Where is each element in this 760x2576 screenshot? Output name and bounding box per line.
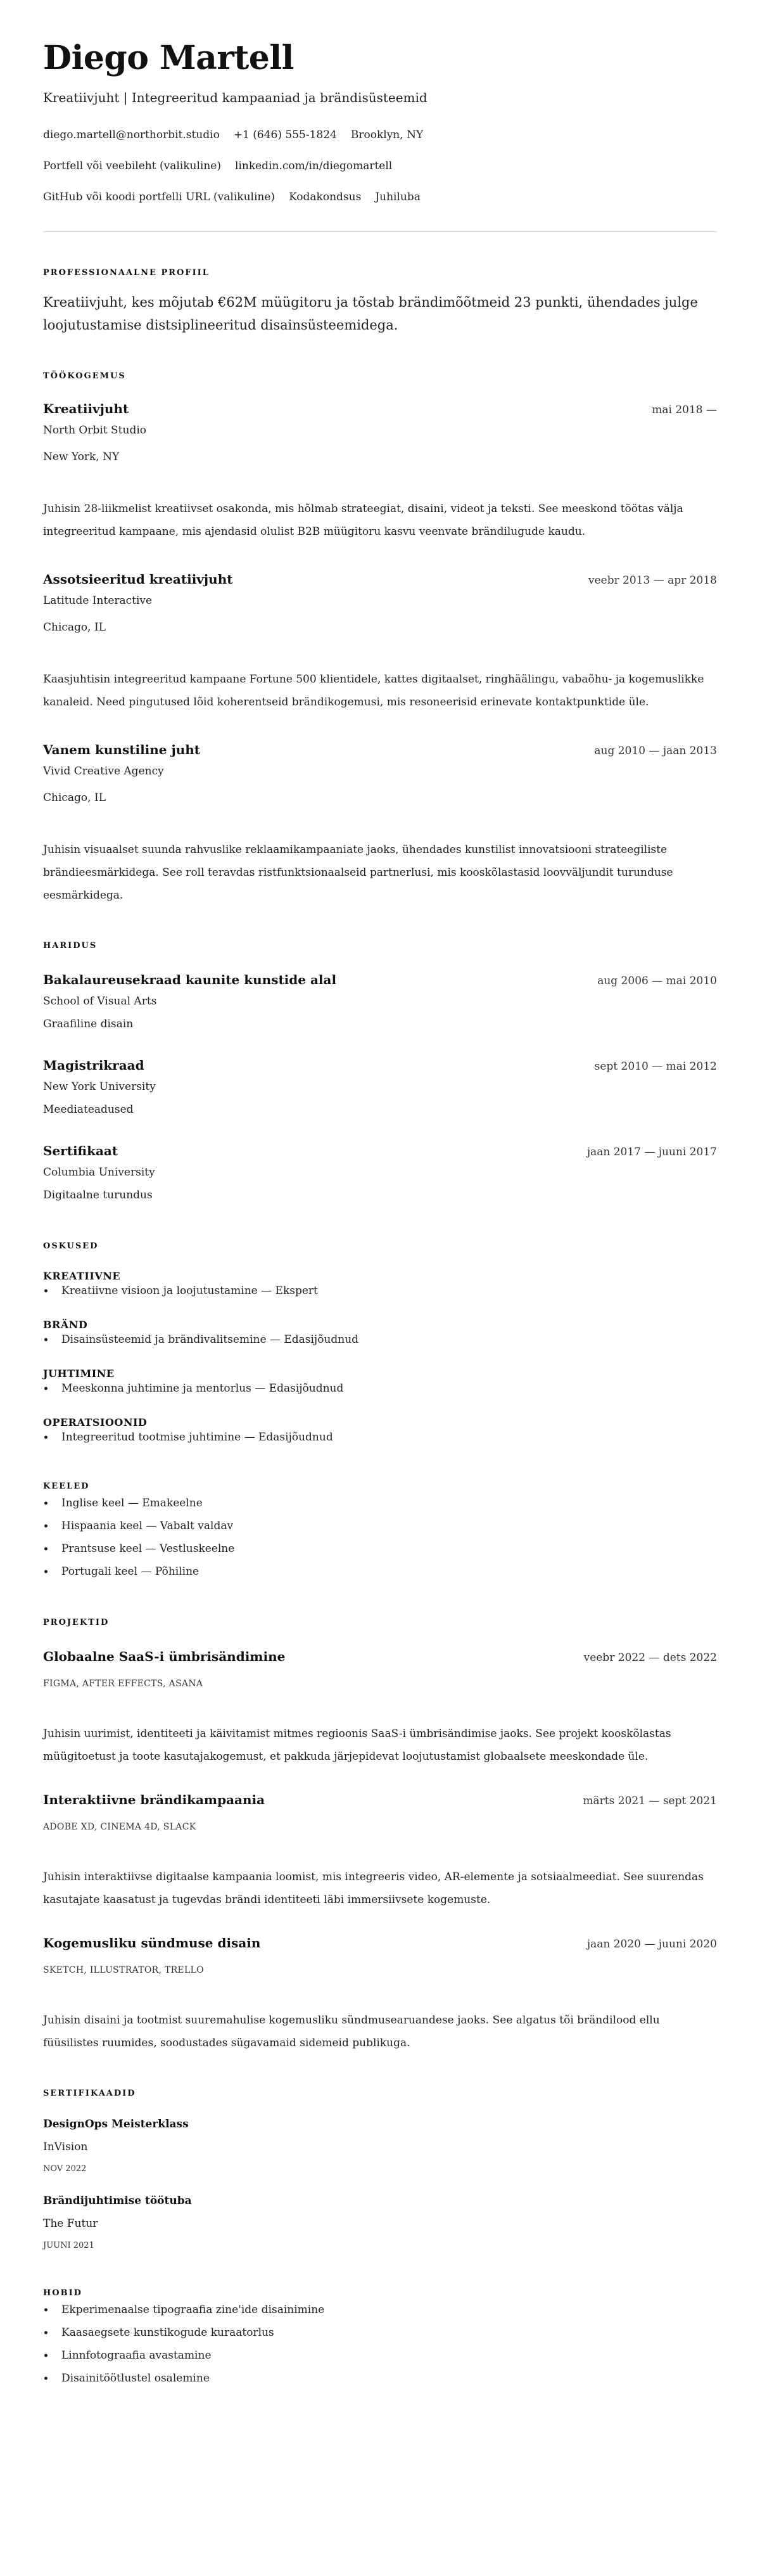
job-title: Vanem kunstiline juht (43, 742, 201, 757)
contact-row-primary (43, 127, 717, 143)
project-dates: veebr 2022 — dets 2022 (583, 1651, 717, 1664)
contact-location: Brooklyn, NY (350, 129, 424, 141)
contact-phone[interactable]: +1 (646) 555-1824 (233, 129, 337, 141)
job-dates: mai 2018 — (652, 404, 717, 416)
school-name: Columbia University (43, 1166, 155, 1179)
school-name: New York University (43, 1080, 156, 1093)
job-entry (43, 400, 717, 543)
project-title: Globaalne SaaS-i ümbrisändimine (43, 1649, 286, 1664)
job-dates: aug 2010 — jaan 2013 (594, 745, 717, 757)
degree-title: Magistrikraad (43, 1058, 144, 1073)
certification-entry (43, 2117, 717, 2175)
certification-issuer: InVision (43, 2141, 88, 2153)
skill-item: Meeskonna juhtimine ja mentorlus — Edasijõudnud (43, 1381, 717, 1396)
education-section (43, 941, 717, 1203)
education-dates: jaan 2017 — juuni 2017 (586, 1146, 717, 1158)
language-item: Inglise keel — Emakeelne (43, 1492, 717, 1515)
contact-row-links (43, 158, 717, 174)
contact-drivers-license: Juhiluba (375, 191, 421, 203)
section-heading: KEELED (43, 1482, 90, 1491)
section-heading: HOBID (43, 2288, 82, 2298)
job-dates: veebr 2013 — apr 2018 (588, 574, 717, 587)
study-field: Meediateadused (43, 1103, 134, 1116)
skill-item: Disainsüsteemid ja brändivalitsemine — Edasijõudnud (43, 1332, 717, 1347)
hobby-list (43, 2298, 717, 2390)
job-description: Kaasjuhtisin integreeritud kampaane Fortune 500 klientidele, kattes digitaalset, ringhäälingu, vabaõhu- ja kogemuslikke kanaleid. Need pingutused lõid koherentseid brändikogemusi, mis resoneerisid erinevate kontaktpunktide üle. (43, 673, 704, 708)
project-title: Interaktiivne brändikampaania (43, 1792, 265, 1807)
section-heading: OSKUSED (43, 1241, 99, 1251)
certification-entry (43, 2193, 717, 2252)
project-entry (43, 1935, 717, 2054)
hobby-item: Disainitöötlustel osalemine (43, 2367, 717, 2390)
education-dates: sept 2010 — mai 2012 (594, 1060, 717, 1073)
skill-list (43, 1381, 717, 1396)
skill-list (43, 1283, 717, 1298)
project-description: Juhisin uurimist, identiteeti ja käivitamist mitmes regioonis SaaS-i ümbrisändimise jaoks. See projekt kooskõlastas müügitoetust ja toote kasutajakogemust, et pakkuda järjepidevat loojutustamist globaalsete meeskondade üle. (43, 1727, 671, 1763)
project-dates: jaan 2020 — juuni 2020 (586, 1938, 717, 1951)
school-name: School of Visual Arts (43, 995, 157, 1008)
degree-title: Sertifikaat (43, 1143, 118, 1158)
resume-header (43, 39, 717, 205)
job-entry (43, 741, 717, 907)
header-divider (43, 231, 717, 232)
study-field: Digitaalne turundus (43, 1189, 153, 1201)
language-item: Portugali keel — Põhiline (43, 1560, 717, 1583)
job-company: North Orbit Studio (43, 424, 147, 437)
contact-row-extra (43, 189, 717, 205)
candidate-headline: Kreatiivjuht | Integreeritud kampaaniad ja brändisüsteemid (43, 90, 428, 105)
project-description: Juhisin interaktiivse digitaalse kampaania loomist, mis integreeris video, AR-elemente ja sotsiaalmeediat. See suurendas kasutajate kaasatust ja tugevdas brändi identiteeti läbi immersiivsete kogemuste. (43, 1871, 704, 1906)
profile-summary: Kreatiivjuht, kes mõjutab €62M müügitoru ja tõstab brändimõõtmeid 23 punkti, ühendades julge loojutustamise distsiplineeritud disainsüsteemidega. (43, 295, 698, 333)
section-heading: PROJEKTID (43, 1618, 110, 1627)
project-title: Kogemusliku sündmuse disain (43, 1935, 261, 1951)
skill-list (43, 1430, 717, 1445)
skill-group-title: BRÄND (43, 1319, 88, 1331)
education-entry (43, 1057, 717, 1117)
job-location: Chicago, IL (43, 621, 106, 634)
skill-group-title: JUHTIMINE (43, 1368, 115, 1380)
education-entry (43, 971, 717, 1032)
job-company: Latitude Interactive (43, 594, 153, 607)
job-location: New York, NY (43, 451, 120, 463)
hobby-item: Kaasaegsete kunstikogude kuraatorlus (43, 2321, 717, 2344)
certification-title: Brändijuhtimise töötuba (43, 2195, 192, 2207)
project-entry (43, 1791, 717, 1911)
hobby-item: Ekperimenaalse tipograafia zine'ide disainimine (43, 2298, 717, 2321)
project-tech: FIGMA, AFTER EFFECTS, ASANA (43, 1679, 203, 1689)
skill-item: Kreatiivne visioon ja loojutustamine — Ekspert (43, 1283, 717, 1298)
certification-issuer: The Futur (43, 2217, 98, 2230)
hobbies-section (43, 2288, 717, 2390)
section-heading: PROFESSIONAALNE PROFIIL (43, 268, 210, 278)
candidate-name: Diego Martell (43, 39, 294, 77)
job-description: Juhisin 28-liikmelist kreatiivset osakonda, mis hõlmab strateegiat, disaini, videot ja teksti. See meeskond töötas välja integreeritud kampaane, mis ajendasid olulist B2B müügitoru kasvu veenvate brändilugude kaudu. (43, 503, 683, 538)
skill-group-title: OPERATSIOONID (43, 1416, 148, 1428)
job-description: Juhisin visuaalset suunda rahvuslike reklaamikampaaniate jaoks, ühendades kunstilist innovatsiooni strateegiliste brändieesmärkidega. See roll teravdas ristfunktsionaalseid partnerlusi, mis kooskõlastasid loovväljundit turunduse eesmärkidega. (43, 843, 673, 902)
skill-item: Integreeritud tootmise juhtimine — Edasijõudnud (43, 1430, 717, 1445)
skills-section (43, 1241, 717, 1445)
contact-email[interactable]: diego.martell@northorbit.studio (43, 129, 220, 141)
contact-portfolio[interactable]: Portfell või veebileht (valikuline) (43, 160, 221, 172)
section-heading: HARIDUS (43, 941, 98, 951)
languages-section (43, 1482, 717, 1583)
hobby-item: Linnfotograafia avastamine (43, 2344, 717, 2367)
section-heading: SERTIFIKAADID (43, 2089, 136, 2098)
study-field: Graafiline disain (43, 1018, 134, 1030)
section-heading: TÖÖKOGEMUS (43, 371, 126, 381)
job-entry (43, 571, 717, 714)
job-title: Kreatiivjuht (43, 401, 129, 416)
job-company: Vivid Creative Agency (43, 765, 164, 778)
contact-github[interactable]: GitHub või koodi portfelli URL (valikuline) (43, 191, 276, 203)
certifications-section (43, 2089, 717, 2252)
certification-date: JUUNI 2021 (43, 2241, 94, 2250)
skill-list (43, 1332, 717, 1347)
job-title: Assotsieeritud kreatiivjuht (43, 572, 233, 587)
certification-title: DesignOps Meisterklass (43, 2118, 189, 2131)
job-location: Chicago, IL (43, 791, 106, 804)
contact-linkedin[interactable]: linkedin.com/in/diegomartell (235, 160, 393, 172)
language-item: Hispaania keel — Vabalt valdav (43, 1515, 717, 1537)
skill-group-title: KREATIIVNE (43, 1270, 121, 1282)
project-entry (43, 1648, 717, 1768)
education-dates: aug 2006 — mai 2010 (597, 975, 717, 987)
certification-date: NOV 2022 (43, 2164, 87, 2174)
projects-section (43, 1618, 717, 2054)
degree-title: Bakalaureusekraad kaunite kunstide alal (43, 972, 337, 987)
language-list (43, 1492, 717, 1583)
language-item: Prantsuse keel — Vestluskeelne (43, 1537, 717, 1560)
project-description: Juhisin disaini ja tootmist suuremahulise kogemusliku sündmusearuandese jaoks. See algatus tõi brändilood ellu füüsilistes ruumides, soodustades sügavamaid sidemeid publikuga. (43, 2014, 660, 2049)
project-dates: märts 2021 — sept 2021 (583, 1795, 717, 1807)
experience-section (43, 371, 717, 907)
project-tech: SKETCH, ILLUSTRATOR, TRELLO (43, 1965, 204, 1975)
education-entry (43, 1143, 717, 1203)
project-tech: ADOBE XD, CINEMA 4D, SLACK (43, 1822, 196, 1832)
contact-citizenship: Kodakondsus (289, 191, 362, 203)
profile-section (43, 268, 717, 336)
